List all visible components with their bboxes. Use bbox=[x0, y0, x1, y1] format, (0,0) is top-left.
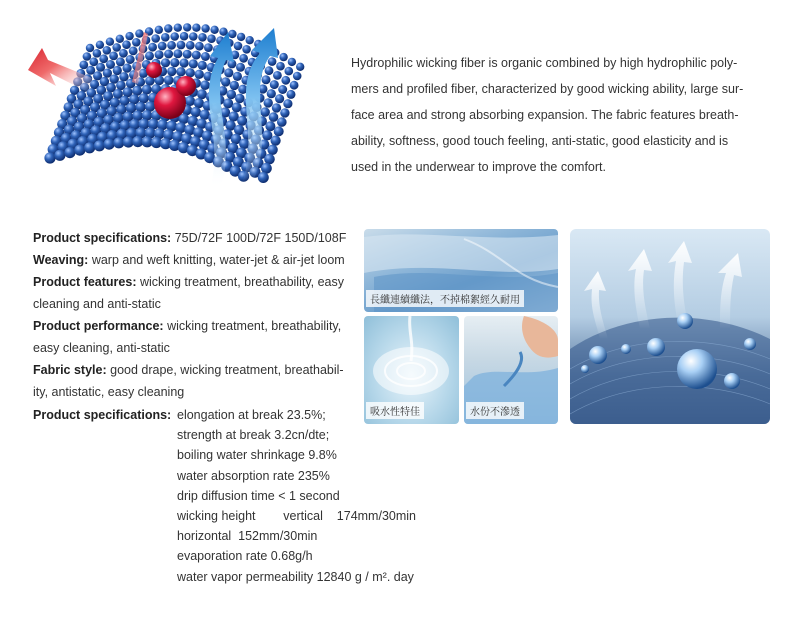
property-values bbox=[177, 405, 416, 587]
spec-fabric-style-cont: ity, antistatic, easy cleaning bbox=[33, 385, 185, 399]
fiber-bead bbox=[283, 99, 292, 108]
fiber-bead bbox=[207, 34, 216, 43]
intro-line: mers and profiled fiber, characterized by good wicking ability, large sur- bbox=[351, 82, 744, 96]
fiber-bead bbox=[112, 43, 121, 52]
fiber-bead bbox=[161, 33, 170, 42]
fiber-bead bbox=[64, 147, 75, 158]
property-item: drip diffusion time < 1 second bbox=[177, 488, 340, 503]
fiber-bead bbox=[204, 43, 213, 52]
fiber-bead bbox=[192, 51, 201, 60]
fiber-bead bbox=[126, 55, 135, 64]
fiber-bead bbox=[270, 80, 279, 89]
spec-product-specifications: Product specifications: 75D/72F 100D/72F 150D/108F bbox=[33, 231, 347, 245]
fiber-bead bbox=[173, 49, 182, 58]
fiber-bead bbox=[189, 59, 198, 68]
property-item: boiling water shrinkage 9.8% bbox=[177, 448, 337, 463]
fiber-bead bbox=[272, 103, 281, 112]
fiber-bead bbox=[197, 89, 207, 99]
fiber-bead bbox=[103, 46, 112, 55]
fiber-bead bbox=[93, 49, 102, 58]
fiber-bead bbox=[198, 61, 207, 70]
fiber-bead bbox=[116, 35, 124, 43]
fiber-bead bbox=[273, 71, 282, 80]
fiber-bead bbox=[267, 145, 277, 155]
fiber-bead bbox=[176, 67, 185, 76]
fiber-bead bbox=[148, 43, 157, 52]
spec-list bbox=[33, 227, 363, 403]
fiber-bead bbox=[278, 85, 287, 94]
fiber-bead bbox=[164, 24, 172, 32]
fiber-bead bbox=[277, 117, 287, 127]
fiber-bead bbox=[200, 80, 210, 90]
fiber-bead bbox=[275, 94, 284, 103]
spec-weaving: Weaving: warp and weft knitting, water-jet & air-jet loom bbox=[33, 253, 345, 267]
red-droplet-icon bbox=[176, 76, 196, 96]
caption-no-seep: 水份不滲透 bbox=[466, 402, 524, 419]
fiber-bead bbox=[210, 26, 218, 34]
property-item: strength at break 3.2cn/dte; bbox=[177, 428, 330, 443]
wicking-fiber-illustration bbox=[20, 18, 320, 193]
property-list-label: Product specifications: bbox=[33, 408, 172, 422]
fiber-bead bbox=[224, 68, 233, 77]
fiber-bead bbox=[265, 121, 275, 131]
fiber-bead bbox=[86, 44, 94, 52]
fiber-bead bbox=[164, 50, 173, 59]
fiber-bead bbox=[285, 67, 294, 76]
spec-product-performance-cont: easy cleaning, anti-static bbox=[33, 341, 170, 355]
fiber-bead bbox=[145, 51, 154, 60]
fiber-bead bbox=[155, 50, 164, 59]
fiber-bead bbox=[122, 40, 131, 49]
property-item: evaporation rate 0.68g/h bbox=[177, 549, 313, 564]
property-item: horizontal 152mm/30min bbox=[177, 529, 318, 544]
fiber-bead bbox=[151, 34, 160, 43]
fiber-bead bbox=[164, 75, 174, 85]
fiber-bead bbox=[83, 52, 92, 61]
fiber-bead bbox=[106, 60, 115, 69]
fiber-bead bbox=[192, 24, 200, 32]
fiber-bead bbox=[264, 154, 275, 165]
fiber-bead bbox=[194, 98, 204, 108]
fiber-bead bbox=[104, 139, 115, 150]
property-item: water vapor permeability 12840 g / m². day bbox=[177, 569, 414, 584]
intro-line: used in the underwear to improve the comfort. bbox=[351, 160, 606, 174]
fiber-bead bbox=[293, 72, 302, 81]
caption-absorb: 吸水性特佳 bbox=[366, 402, 424, 419]
fiber-bead bbox=[296, 63, 304, 71]
fiber-bead bbox=[119, 49, 128, 58]
fiber-bead bbox=[230, 81, 239, 90]
fiber-bead bbox=[174, 24, 182, 32]
fiber-bead bbox=[84, 142, 95, 153]
fiber-bead bbox=[227, 90, 237, 100]
fiber-bead bbox=[191, 107, 201, 117]
fiber-bead bbox=[183, 50, 192, 59]
fiber-bead bbox=[167, 67, 176, 76]
intro-paragraph bbox=[351, 50, 769, 180]
fiber-bead bbox=[198, 33, 207, 42]
fabric-photo-long-fiber bbox=[364, 229, 558, 312]
fabric-photo-no-seep bbox=[464, 316, 558, 424]
fiber-bead bbox=[135, 29, 143, 37]
droplets-on-fabric-icon bbox=[570, 229, 770, 424]
fiber-bead bbox=[94, 140, 105, 151]
fiber-bead bbox=[276, 62, 285, 71]
fiber-bead bbox=[96, 41, 104, 49]
fiber-bead bbox=[158, 42, 167, 51]
fiber-bead bbox=[123, 64, 132, 73]
spec-product-performance: Product performance: wicking treatment, breathability, bbox=[33, 319, 342, 333]
fiber-bead bbox=[268, 57, 277, 66]
fiber-bead bbox=[161, 58, 170, 67]
fiber-bead bbox=[74, 145, 85, 156]
fiber-bead bbox=[142, 85, 152, 95]
fiber-bead bbox=[189, 32, 198, 41]
fiber-bead bbox=[116, 57, 125, 66]
fiber-bead bbox=[280, 108, 289, 117]
fiber-bead bbox=[265, 66, 274, 75]
fiber-bead bbox=[132, 38, 141, 47]
fiber-bead bbox=[99, 54, 108, 63]
caption-long-fiber: 長纖連續纖法，不掉棉絮經久耐用 bbox=[366, 290, 524, 307]
fiber-bead bbox=[170, 32, 179, 41]
fiber-bead bbox=[269, 112, 279, 122]
fiber-bead bbox=[267, 89, 276, 98]
fiber-bead bbox=[44, 152, 55, 163]
fiber-bead bbox=[125, 32, 133, 40]
fiber-bead bbox=[279, 53, 287, 61]
fiber-bead bbox=[290, 81, 299, 90]
fiber-bead bbox=[235, 94, 245, 104]
fiber-bead bbox=[232, 102, 242, 112]
fiber-bead bbox=[234, 42, 243, 51]
fiber-bead bbox=[237, 33, 245, 41]
fiber-bead bbox=[281, 76, 290, 85]
fiber-bead bbox=[262, 75, 271, 84]
spec-product-features-cont: cleaning and anti-static bbox=[33, 297, 161, 311]
fiber-bead bbox=[264, 98, 273, 107]
property-item: water absorption rate 235% bbox=[177, 468, 330, 483]
fiber-bead bbox=[167, 41, 176, 50]
fiber-bead bbox=[260, 107, 270, 117]
fiber-bead bbox=[195, 42, 204, 51]
intro-line: face area and strong absorbing expansion. The fabric features breath- bbox=[351, 108, 739, 122]
fiber-bead bbox=[119, 72, 128, 81]
fiber-bead bbox=[54, 150, 65, 161]
fiber-bead bbox=[223, 98, 233, 108]
fiber-bead bbox=[287, 90, 296, 99]
fiber-bead bbox=[233, 72, 242, 81]
fiber-bead bbox=[239, 54, 248, 63]
fiber-bead bbox=[132, 86, 142, 96]
fiber-bead bbox=[258, 172, 269, 183]
fiber-bead bbox=[109, 52, 118, 61]
fiber-bead bbox=[155, 26, 163, 34]
fiber-bead bbox=[180, 58, 189, 67]
fiber-bead bbox=[288, 58, 296, 66]
fiber-bead bbox=[242, 45, 251, 54]
fiber-bead bbox=[180, 32, 189, 41]
intro-line: ability, softness, good touch feeling, anti-static, good elasticity and is bbox=[351, 134, 729, 148]
fiber-bead bbox=[201, 24, 209, 32]
fiber-bead bbox=[274, 126, 284, 136]
fiber-bead bbox=[177, 41, 186, 50]
fiber-bead bbox=[221, 77, 230, 86]
fiber-bead bbox=[183, 23, 191, 31]
fiber-bead bbox=[228, 30, 236, 38]
fiber-bead bbox=[185, 96, 195, 106]
fiber-bead bbox=[246, 36, 254, 44]
fiber-bead bbox=[106, 38, 114, 46]
property-item: elongation at break 23.5%; bbox=[177, 408, 326, 422]
spec-product-features: Product features: wicking treatment, breathability, easy bbox=[33, 275, 345, 289]
fiber-bead bbox=[195, 70, 204, 79]
fiber-bead bbox=[201, 52, 210, 61]
intro-line: Hydrophilic wicking fiber is organic combined by high hydrophilic poly- bbox=[351, 56, 738, 70]
fiber-bead bbox=[170, 58, 179, 67]
fiber-bead bbox=[186, 41, 195, 50]
fabric-photo-absorb bbox=[364, 316, 459, 424]
spec-fabric-style: Fabric style: good drape, wicking treatment, breathabil- bbox=[33, 363, 344, 377]
property-item: wicking height vertical 174mm/30min bbox=[177, 508, 416, 523]
fiber-bead bbox=[271, 136, 281, 146]
red-droplet-icon bbox=[146, 62, 162, 78]
breathability-droplet-photo bbox=[570, 229, 770, 424]
fiber-bead bbox=[113, 137, 124, 148]
fiber-bead bbox=[129, 47, 138, 56]
fiber-bead bbox=[236, 63, 245, 72]
